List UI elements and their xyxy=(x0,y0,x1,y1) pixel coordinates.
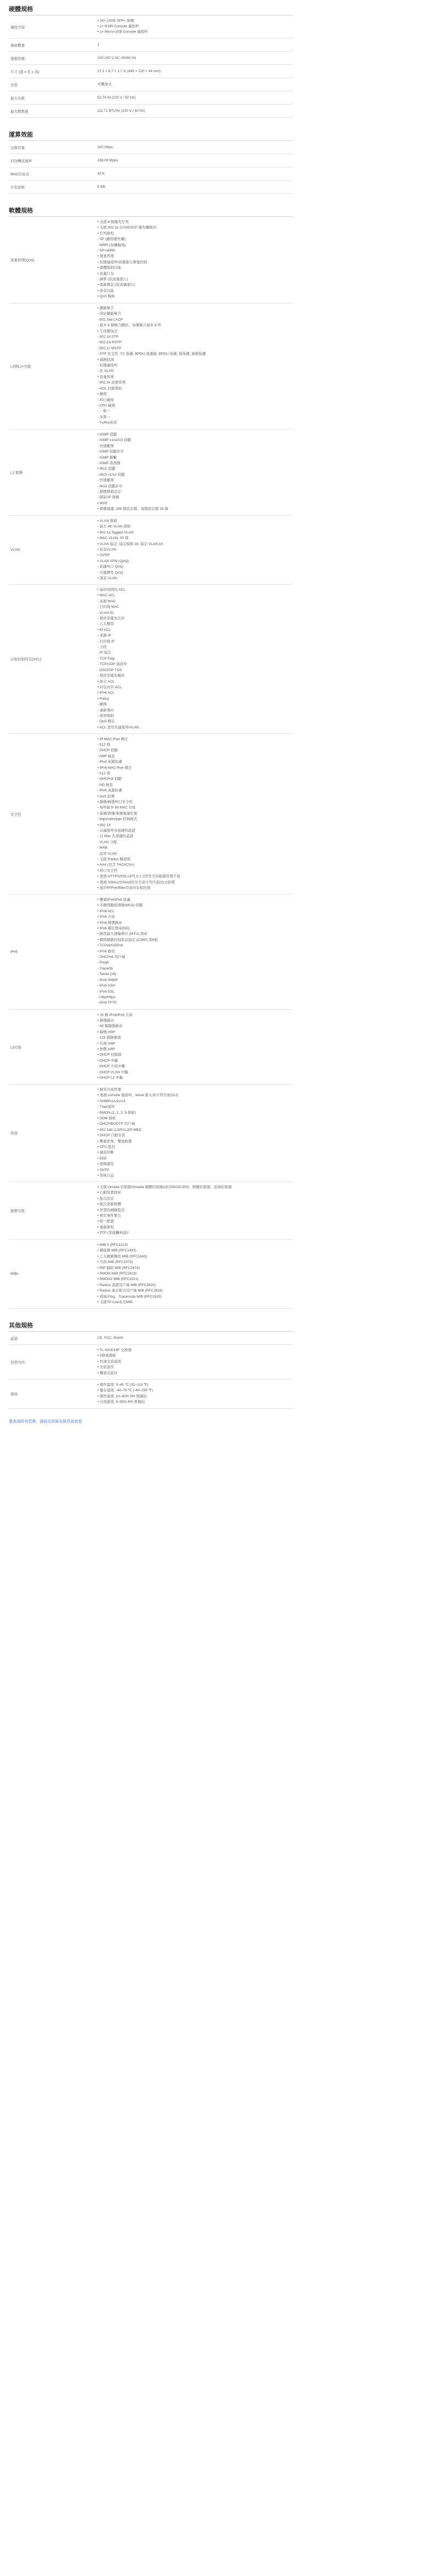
spec-value xyxy=(97,897,158,1006)
spec-value-line: • 雙重IPv4/IPv6 協議 xyxy=(97,898,130,902)
spec-value-line: • RMON2 MIB (RFC2021) xyxy=(97,1277,139,1282)
spec-value-line: - Tx/Rx/兩者 xyxy=(97,421,117,425)
spec-row xyxy=(9,181,293,194)
spec-row xyxy=(9,154,293,167)
spec-value-line: • 存放濕度: 5–90% RH 無凝結 xyxy=(97,1400,145,1404)
spec-value xyxy=(97,306,206,427)
spec-value-line: • IPv6 ACL xyxy=(97,909,115,913)
spec-value-line: • MAC ACL xyxy=(97,593,116,598)
spec-value-line: • 流量管理 xyxy=(97,375,114,379)
spec-value xyxy=(97,432,168,513)
spec-row xyxy=(9,1240,293,1309)
support-link[interactable]: 要查詢所有型號，請前往詳細支援頁面查看 xyxy=(9,1420,82,1424)
spec-value-line: • 智慧的網路監控 xyxy=(97,1208,125,1212)
spec-label: IPv6 xyxy=(10,950,18,954)
spec-value-line: - IPv6 來源防護 xyxy=(97,788,122,793)
spec-row xyxy=(9,91,293,105)
spec-value-line: - IGMP 偵聽許可 xyxy=(97,450,124,454)
spec-value-line: • 802.1q Tagged VLAN xyxy=(97,530,134,535)
spec-value-line: • 封包內容 ACL xyxy=(97,685,122,689)
spec-value-line: - 依據埠口 QinQ xyxy=(97,565,123,569)
spec-value xyxy=(97,220,156,300)
spec-value-line: - Ping6 xyxy=(97,961,109,965)
spec-label: 交換容量 xyxy=(10,146,25,150)
spec-value-line: • 生成樹協定 xyxy=(97,329,118,334)
spec-value-line: • 基於IP/Port/Mac位址的存取控制 xyxy=(97,886,151,890)
spec-value-line: 111.71 BTU/hr (220 V / 50 Hz) xyxy=(97,108,145,113)
spec-value-line: • 無償 ARP xyxy=(97,1047,116,1052)
spec-label: 電源供應 xyxy=(10,57,25,61)
spec-value-line: - 速率限制 xyxy=(97,714,114,718)
spec-value-line: • 802.1X xyxy=(97,823,111,827)
spec-row xyxy=(9,78,293,91)
spec-value-line: - HOL 封鎖預防 xyxy=(97,386,122,391)
spec-value-line: • VLAN 群組 xyxy=(97,519,117,523)
spec-value-line: - 多對一 xyxy=(97,415,111,420)
spec-value-line: • 儲存溫度: -40–70 ℃ (-40–158 ℉) xyxy=(97,1388,153,1393)
spec-value-line: - 訪客 VLAN xyxy=(97,852,117,856)
spec-row xyxy=(9,895,293,1010)
spec-value xyxy=(97,1185,232,1237)
spec-value-line: - VLAN 分配 xyxy=(97,840,117,845)
spec-value-line: - 乙太類型 xyxy=(97,622,114,627)
spec-value-line: • 透過 HTTPS/SSLv3/TLS 1.2的安全伺服器管理介面 xyxy=(97,874,180,879)
spec-value-line: • IPv6 應用 xyxy=(97,949,115,954)
spec-value-line: - 重新導向 xyxy=(97,708,114,712)
spec-value-line: - DSCP/IP TOS xyxy=(97,668,122,672)
spec-value-line: - 鏡像 xyxy=(97,702,107,707)
spec-value-line: • QoS 模組 xyxy=(97,295,115,299)
spec-value-line: - Trap/通知 xyxy=(97,1104,115,1109)
spec-value-line: - TCP/UDP 通訊埠 xyxy=(97,662,127,667)
spec-label: 風扇數量 xyxy=(10,43,25,47)
spec-row xyxy=(9,1345,293,1380)
spec-value-line: • 802.1ab LLDP/LLDP-MED xyxy=(97,1128,142,1132)
spec-value-line: 可機架式 xyxy=(97,82,112,86)
spec-value-line: • 支援TP-Link私有MIB xyxy=(97,1300,133,1304)
spec-value-line: • DHCP 自動安裝 xyxy=(97,1134,125,1137)
spec-value-line: • Radius 會計帳目用戶端 MIB (RFC2618) xyxy=(97,1289,163,1293)
spec-row xyxy=(9,15,293,39)
spec-value-line: - 最大 4K VLAN 群組 xyxy=(97,525,131,529)
spec-value-line: • 路徑最大傳輸單位 (MTU) 探索 xyxy=(97,932,148,936)
spec-value-line: - 802.1w RSTP xyxy=(97,341,122,345)
spec-value xyxy=(97,42,100,47)
spec-value-line: - 802.3ad LACP xyxy=(97,318,123,322)
spec-value-line: 52.74 W (220 V / 50 Hz) xyxy=(97,95,136,100)
spec-value-line: • IPv6 靜態路由 xyxy=(97,921,122,925)
spec-label: 管理 xyxy=(10,1131,18,1136)
spec-value-line: - 最多 8 個聚合鏈結，每個聚合最多 8 埠 xyxy=(97,323,161,328)
spec-value-line: - 使用者優先順序 xyxy=(97,674,125,678)
spec-value-line: • 1× Micro-USB Console 連接埠 xyxy=(97,30,148,34)
spec-value-line: • MAC VLAN: 30 項 xyxy=(97,536,129,540)
spec-value xyxy=(97,1348,131,1376)
spec-value xyxy=(97,68,161,74)
spec-value-line: • 系統日誌 xyxy=(97,1173,114,1178)
spec-value-line: - 以 Mac 為基礎的認證 xyxy=(97,834,134,838)
spec-row xyxy=(9,105,293,118)
spec-value-line: - Telnet (v6) xyxy=(97,972,117,977)
spec-value-line: • SNTP xyxy=(97,1168,109,1172)
spec-value-line: - SP (嚴格優先權) xyxy=(97,237,126,242)
section-title: 運算效能 xyxy=(9,132,33,138)
spec-value-line: • RMON MIB (RFC2819) xyxy=(97,1271,137,1276)
spec-value-line: • 多播探聽偵測器(MLD) 偵聽 xyxy=(97,903,143,908)
spec-value-line: - 每埠最多 64 MAC 位址 xyxy=(97,805,136,810)
spec-value-line: • 語音功能 xyxy=(97,289,114,293)
spec-value xyxy=(97,184,105,189)
spec-value-line: • 鏈路聚合 xyxy=(97,306,114,311)
spec-value-line: • 重新標記 (依流量進行) xyxy=(97,283,135,287)
spec-value-line: - MLD 偵聽許可 xyxy=(97,484,123,488)
spec-value-line: • 私有VLAN xyxy=(97,547,117,552)
spec-value-line: • 流量行為 xyxy=(97,271,114,276)
spec-value-line: - 128 個靜態項 xyxy=(97,1036,121,1040)
spec-value-line: - IPv4 來源防護 xyxy=(97,760,122,764)
spec-value-line: - 來源 MAC xyxy=(97,599,116,603)
spec-value-line: • DHCP 中繼 xyxy=(97,1059,118,1063)
spec-value-line: • Policy xyxy=(97,696,109,701)
spec-value-line: - 一對一 xyxy=(97,410,111,414)
spec-value-line: - TCP Flag xyxy=(97,656,115,661)
spec-value-line: • 靜態 ARP xyxy=(97,1030,116,1034)
spec-label: 存取控制列表(ACL) xyxy=(10,657,41,662)
spec-value-line: • 廣播/群播/單播風暴控制 xyxy=(97,812,138,816)
spec-value-line: • 批次更新韌體 xyxy=(97,1202,122,1207)
spec-value-line: - DHCP 偵聽 xyxy=(97,748,118,753)
spec-value-line: - VLAN ID xyxy=(97,611,114,615)
spec-value-line: • RIP 模組 MIB (RFC2674) xyxy=(97,1266,140,1270)
spec-value-line: - 埠口鏡像 xyxy=(97,398,114,402)
spec-value-line: • VLAN VPN (QinQ) xyxy=(97,559,129,563)
spec-value-line: • IGMP 偵聽 xyxy=(97,433,117,437)
spec-value-line: • 16× 10GE SFP+ 插槽 xyxy=(97,18,134,23)
spec-value-line: • SDM 模板 xyxy=(97,1116,116,1120)
spec-value-line: • 自動裝置探索 xyxy=(97,1191,122,1195)
spec-row xyxy=(9,585,293,734)
spec-value-line: • TCPv6/UDPv6 xyxy=(97,944,123,948)
spec-label: 巨型訊框 xyxy=(10,186,25,189)
spec-value-line: • GVRP xyxy=(97,553,110,558)
spec-row xyxy=(9,1182,293,1240)
spec-value-line: - IPv6 SSL xyxy=(97,989,115,994)
spec-value-line: - 來源 IP xyxy=(97,634,111,638)
spec-value-line: - 調準 (依流量進行) xyxy=(97,277,128,282)
spec-value-line: • IPv6-MAC-Port 綁定 xyxy=(97,766,132,770)
spec-row xyxy=(9,167,293,181)
spec-label: 包裝內容 xyxy=(10,1360,25,1365)
spec-value-line: • 支援 8 個優先佇列 xyxy=(97,220,129,225)
spec-label: MAC位址表 xyxy=(10,172,29,176)
spec-value-line: • 橋接器 MIB (RFC1493) xyxy=(97,1249,136,1253)
spec-value xyxy=(97,1087,178,1179)
spec-value-line: • 群播過濾: 256 個設定檔，每個設定檔 16 項 xyxy=(97,507,168,511)
section-title: 其他規格 xyxy=(9,1322,33,1329)
spec-value-line: • 機架式套件 xyxy=(97,1371,118,1375)
spec-value-line: • 介面 MIB (RFC1573) xyxy=(97,1260,133,1264)
spec-value-line: • 批次設定 xyxy=(97,1196,114,1201)
spec-value-line: - DHCPv6 偵聽 xyxy=(97,777,122,781)
spec-value-line: • IPv6 ACL xyxy=(97,691,115,695)
spec-value-line: - DHCPv6 用戶端 xyxy=(97,955,125,960)
spec-value-line: - 支援 Radius 驗證和 xyxy=(97,857,131,862)
spec-label: 封包轉送速率 xyxy=(10,159,32,163)
spec-value xyxy=(97,1382,153,1406)
spec-value xyxy=(97,95,136,100)
spec-value-line: - 目的地 IP xyxy=(97,639,115,644)
spec-label: 認證 xyxy=(10,1337,18,1341)
spec-value-line: • 組合 ACL xyxy=(97,679,115,684)
spec-value-line: • 統一配置 xyxy=(97,1219,114,1224)
spec-value xyxy=(97,587,139,731)
spec-value-line: - Tracert6 xyxy=(97,967,113,971)
spec-value-line: • 頻寬管理 xyxy=(97,254,114,259)
spec-label: 環境 xyxy=(10,1392,18,1397)
spec-value xyxy=(97,737,180,891)
spec-row xyxy=(9,1380,293,1409)
spec-value-line: • 乙太網路類似 MIB (RFC1643) xyxy=(97,1254,147,1259)
spec-value-line: - QoS 標註 xyxy=(97,720,115,724)
spec-value-line: - IPv6 SSH xyxy=(97,984,116,988)
spec-value-line: - IGMP 查詢器 xyxy=(97,461,120,466)
spec-value-line: • 1× RJ45 Console 連接埠 xyxy=(97,24,139,29)
spec-value xyxy=(97,108,145,113)
spec-value-line: - 分段 xyxy=(97,645,107,649)
spec-label: 最大功耗 xyxy=(10,96,25,100)
spec-value-line: - 可選擇性 QinQ xyxy=(97,570,123,575)
spec-label: L2 群播 xyxy=(10,471,23,475)
spec-label: VLAN xyxy=(10,548,20,552)
spec-value-line: • IPv6 介面 xyxy=(97,915,115,919)
spec-value-line: • EEE xyxy=(97,1156,107,1161)
spec-value-line: • CPU 監控 xyxy=(97,1145,116,1149)
spec-value-line: - 48 個靜態路由 xyxy=(97,1024,123,1028)
spec-value-line: • 安裝套件 xyxy=(97,1365,114,1370)
spec-value-line: • IP-MAC-Port 綁定 xyxy=(97,737,128,742)
spec-value-line: - 使用者優先次序 xyxy=(97,616,125,620)
spec-value-line: • 透過 SSHv1/SSHv2的安全命令列介面(CLI)管理 xyxy=(97,880,175,885)
spec-value-line: • VLAN 協定: 協定模板 16, 協定 VLAN 16 xyxy=(97,542,163,546)
spec-value-line: • 快速安裝指南 xyxy=(97,1359,122,1364)
spec-value-line: • DoS 防禦 xyxy=(97,794,115,799)
spec-value xyxy=(97,81,112,87)
spec-value-line: • 迴圈偵測 xyxy=(97,358,114,362)
spec-value-line: 320 Gbps xyxy=(97,145,113,149)
spec-row xyxy=(9,217,293,303)
spec-row xyxy=(9,303,293,429)
spec-label: L3與L2+功能 xyxy=(10,364,31,369)
spec-value-line: 17.3 × 8.7 × 1.7 in (440 × 220 × 44 mm) xyxy=(97,69,161,73)
spec-row xyxy=(9,52,293,65)
spec-row xyxy=(9,429,293,516)
spec-value-line: - 固定鏈路聚合 xyxy=(97,312,121,317)
spec-label: MIBs xyxy=(10,1272,19,1276)
spec-value-line: - IP 協定 xyxy=(97,651,111,655)
spec-value-line: • IPv6 鄰近搜尋(ND) xyxy=(97,927,130,931)
spec-value-line: • 支援 802.1p CoS/DSCP 優先權模式 xyxy=(97,226,157,230)
spec-label: 流量管理(QoS) xyxy=(10,258,35,263)
spec-value-line: • 基於時間的 ACL xyxy=(97,587,126,592)
spec-label: 最大散熱量 xyxy=(10,110,29,113)
spec-value-line: 238.08 Mpps xyxy=(97,158,118,162)
spec-value-line: • 鏡像 xyxy=(97,392,107,396)
spec-value-line: - 快速離開 xyxy=(97,478,114,483)
spec-value-line: • 密碼還原 xyxy=(97,1162,114,1167)
spec-value xyxy=(97,1243,163,1305)
spec-row xyxy=(9,1085,293,1182)
spec-value-line: - 靜態群組設定 xyxy=(97,490,121,494)
spec-value-line: - 依據連接埠/流量進行頻寬控制 xyxy=(97,260,147,264)
spec-value xyxy=(97,1335,123,1341)
spec-value-line: • TL-SX3016F 交換器 xyxy=(97,1348,132,1352)
spec-value-line: - DHCP VLAN 中繼 xyxy=(97,1070,128,1075)
spec-value-line: • 靜態/動態埠口安全性 xyxy=(97,800,133,804)
spec-value-line: • 16 個 IPv4/IPv6 介面 xyxy=(97,1013,133,1017)
spec-value-line: • 連接診斷 xyxy=(97,1151,114,1155)
spec-value-line: • 網際網路控制訊息協定 (ICMP) 第6版 xyxy=(97,938,158,942)
spec-value-line: • 網頁介面管理 xyxy=(97,1087,122,1092)
spec-value-line: - MAB xyxy=(97,846,108,850)
section-title: 軟體規格 xyxy=(9,208,33,214)
spec-value-line: • 佇列排程 xyxy=(97,231,114,236)
spec-value-line: • IP ACL xyxy=(97,628,111,632)
spec-value-line: • ZTP (零接觸佈建)² xyxy=(97,1231,129,1235)
spec-value-line: - 512 項 xyxy=(97,743,111,747)
spec-value-line: - CPU 鏡像 xyxy=(97,404,116,408)
spec-value-line: - SP+WRR xyxy=(97,249,115,253)
spec-value-line: - IGMP v1/v2/v3 偵聽 xyxy=(97,438,131,443)
spec-row xyxy=(9,65,293,78)
spec-value-line: - 802.1d STP xyxy=(97,335,119,339)
spec-value-line: • 2條電源線 xyxy=(97,1354,116,1358)
spec-label: 進階功能 xyxy=(10,1209,25,1213)
spec-value-line: • DHCP L2 中繼 xyxy=(97,1076,123,1080)
spec-value-line: CE, FCC, RoHS xyxy=(97,1336,123,1340)
spec-value-line: • 支援 Omada 控制器/Omada 硬體控制器(OC200/OC300)，軟體控制器，雲端控制器 xyxy=(97,1185,232,1190)
spec-value-line: • 語音 VLAN xyxy=(97,576,117,580)
spec-value xyxy=(97,519,163,581)
spec-row xyxy=(9,1010,293,1085)
spec-value-line: - WRR (加權輪詢) xyxy=(97,243,126,247)
spec-value-line: • MVR xyxy=(97,502,108,506)
spec-label: L3功能 xyxy=(10,1045,22,1049)
spec-value-line: • 運作溫度: 0–45 ℃ (32–113 ℉) xyxy=(97,1383,148,1387)
spec-value-line: • MIB II (RFC1213) xyxy=(97,1243,128,1247)
spec-value-line: - 512 項 xyxy=(97,771,111,776)
spec-value-line: • ACL 套用至連接埠/VLAN xyxy=(97,725,139,729)
spec-value-line: 9 KB xyxy=(97,184,106,189)
spec-value-line: • 異常事件警告 xyxy=(97,1214,122,1218)
spec-label: 連接介面 xyxy=(10,25,25,29)
spec-value-line: - RMON (1, 2, 3, 9 群組) xyxy=(97,1110,136,1115)
section-title: 硬體規格 xyxy=(9,6,33,13)
spec-value-line: • 埠口安全性 xyxy=(97,869,118,873)
spec-value xyxy=(97,144,113,150)
spec-value xyxy=(97,18,148,35)
spec-value-line: • DHCP/BOOTP 用戶端 xyxy=(97,1122,135,1126)
spec-value xyxy=(97,157,118,163)
spec-value-line: - kbps/ratio/pps 控制模式 xyxy=(97,817,138,821)
spec-value-line: 100-240 V AC~50/60 Hz xyxy=(97,56,136,60)
spec-value-line: 1 xyxy=(97,42,100,47)
spec-label: 安全性 xyxy=(10,813,21,816)
spec-value-line: - 802.1s MSTP xyxy=(97,346,122,351)
spec-value-line: • 遠端 Ping，Traceroute MIB (RFC2925) xyxy=(97,1294,162,1299)
spec-value-line: • SNMPv1/v2c/v3 xyxy=(97,1099,125,1103)
spec-value-line: - Http/Https xyxy=(97,995,116,1000)
spec-value-line: - ARP 檢查 xyxy=(97,754,115,759)
spec-value-line: - 依 VLAN xyxy=(97,369,114,374)
spec-value xyxy=(97,1012,133,1081)
spec-value-line: - 以連接埠為基礎的認證 xyxy=(97,829,135,833)
spec-row xyxy=(9,734,293,895)
spec-row xyxy=(9,39,293,52)
spec-value-line: - DHCP 介面中繼 xyxy=(97,1064,125,1069)
spec-value-line: - 依據連接埠 xyxy=(97,363,118,368)
spec-value-line: 32 K xyxy=(97,171,105,176)
spec-row xyxy=(9,516,293,585)
spec-value-line: • Radius 認證用戶端 MIB (RFC2620) xyxy=(97,1283,156,1287)
spec-value-line: • 透過 console 連接埠，telnet 進入命令列介面(CLI) xyxy=(97,1093,178,1098)
spec-value-line: - ND 檢查 xyxy=(97,783,113,787)
spec-label: 尺寸 (寬 x 長 x 高) xyxy=(10,70,40,74)
spec-value-line: • 實體限制功能 xyxy=(97,266,122,270)
spec-value-line: - 目的地 MAC xyxy=(97,605,119,609)
spec-value-line: • MLD 偵聽 xyxy=(97,467,116,471)
spec-value-line: - STP 安全性: TC 保護, BPDU 過濾器, BPDU 保護, 根保護, 迴圈保護 xyxy=(97,352,206,356)
spec-value-line: • 運作濕度: 10–90% RH 無凝結 xyxy=(97,1395,147,1398)
spec-row xyxy=(9,1332,293,1345)
spec-value-line: • 靜態路由 xyxy=(97,1019,114,1023)
spec-value-line: - IGMP 聯繫 xyxy=(97,455,117,460)
spec-value xyxy=(97,171,105,176)
spec-value-line: • AAA (包含 TACACS+) xyxy=(97,863,134,867)
spec-value-line: - 限制 IP 群播 xyxy=(97,495,119,500)
spec-value-line: • 雙重影像，雙重組態 xyxy=(97,1139,132,1143)
spec-row xyxy=(9,141,293,154)
spec-value-line: - IPv6 SNMP xyxy=(97,978,118,982)
spec-value-line: - 快速離開 xyxy=(97,444,114,448)
spec-value-line: • 代理 ARP xyxy=(97,1042,116,1046)
spec-label: 安裝 xyxy=(10,83,18,87)
spec-value-line: - IPv6 TFTP xyxy=(97,1001,117,1005)
spec-value-line: • DHCP 伺服器 xyxy=(97,1053,122,1057)
spec-value-line: - 802.3x 流量管理 xyxy=(97,381,126,385)
spec-value xyxy=(97,55,136,61)
spec-value-line: • 重啟排程 xyxy=(97,1226,114,1230)
spec-value-line: - MLD v1/v2 偵聽 xyxy=(97,473,125,477)
